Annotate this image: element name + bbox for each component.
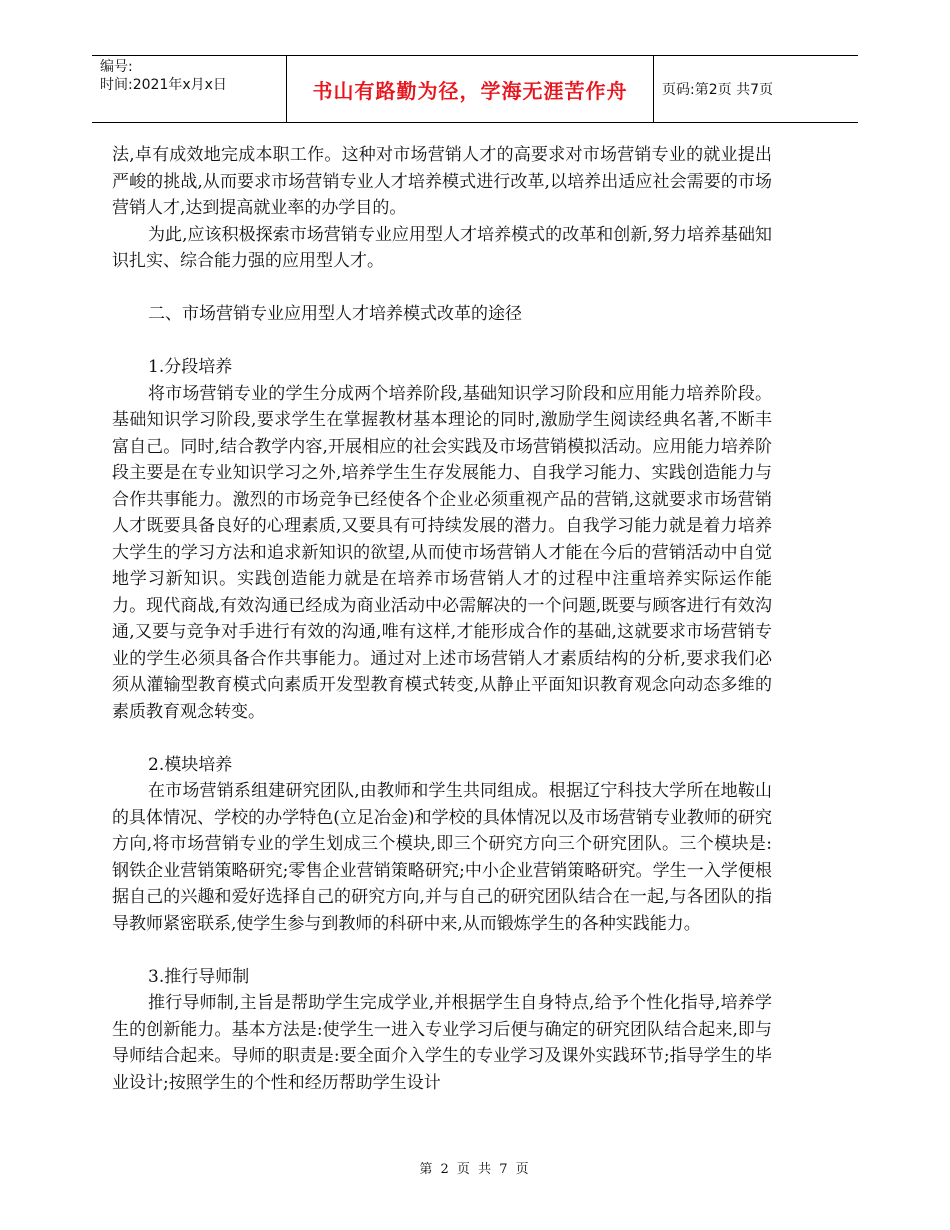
header-page-info: 页码:第2页 共7页 bbox=[662, 82, 773, 98]
doc-number: 编号: bbox=[100, 59, 133, 75]
header-motto: 书山有路勤为径，学海无涯苦作舟 bbox=[286, 56, 654, 122]
doc-time: 时间:2021年x月x日 bbox=[100, 77, 227, 93]
page-footer: 第 2 页 共 7 页 bbox=[419, 1162, 531, 1177]
document-header bbox=[92, 55, 858, 123]
paragraph: 将市场营销专业的学生分成两个培养阶段,基础知识学习阶段和应用能力培养阶段。基础知识学习阶段,要求学生在掌握教材基本理论的同时,激励学生阅读经典名著,不断丰富自己。同时,结合教学内容,开展相应的社会实践及市场营销模拟活动。应用能力培养阶段主要是在专业知识学习之外,培养学生生存发展能力、自我学习能力、实践创造能力与合作共事能力。激烈的市场竞争已经使各个企业必须重视产品的营销,这就要求市场营销人才既要具备良好的心理素质,又要具有可持续发展的潜力。自我学习能力就是着力培养大学生的学习方法和追求新知识的欲望,从而使市场营销人才能在今后的营销活动中自觉地学习新知识。实践创造能力就是在培养市场营销人才的过程中注重培养实际运作能力。现代商战,有效沟通已经成为商业活动中必需解决的一个问题,既要与顾客进行有效沟通,又要与竞争对手进行有效的沟通,唯有这样,才能形成合作的基础,这就要求市场营销专业的学生必须具备合作共事能力。通过对上述市场营销人才素质结构的分析,要求我们必须从灌输型教育模式向素质开发型教育模式转变,从静止平面知识教育观念向动态多维的素质教育观念转变。 bbox=[112, 383, 772, 722]
subsection-heading: 1.分段培养 bbox=[148, 357, 233, 377]
paragraph: 推行导师制,主旨是帮助学生完成学业,并根据学生自身特点,给予个性化指导,培养学生的创新能力。基本方法是:使学生一进入专业学习后便与确定的研究团队结合起来,即与导师结合起来。导师的职责是:要全面介入学生的专业学习及课外实践环节;指导学生的毕业设计;按照学生的个性和经历帮助学生设计 bbox=[112, 993, 772, 1093]
paragraph: 在市场营销系组建研究团队,由教师和学生共同组成。根据辽宁科技大学所在地鞍山的具体情况、学校的办学特色(立足冶金)和学校的具体情况以及市场营销专业教师的研究方向,将市场营销专业的学生划成三个模块,即三个研究方向三个研究团队。三个模块是:钢铁企业营销策略研究;零售企业营销策略研究;中小企业营销策略研究。学生一入学便根据自己的兴趣和爱好选择自己的研究方向,并与自己的研究团队结合在一起,与各团队的指导教师紧密联系,使学生参与到教师的科研中来,从而锻炼学生的各种实践能力。 bbox=[112, 781, 772, 934]
subsection-heading: 3.推行导师制 bbox=[148, 966, 250, 987]
document-body bbox=[112, 142, 772, 1096]
paragraph: 法,卓有成效地完成本职工作。这种对市场营销人才的高要求对市场营销专业的就业提出严峻的挑战,从而要求市场营销专业人才培养模式进行改革,以培养出适应社会需要的市场营销人才,达到提高就业率的办学目的。 bbox=[112, 145, 772, 218]
section-heading: 二、市场营销专业应用型人才培养模式改革的途径 bbox=[148, 304, 522, 324]
header-meta bbox=[92, 56, 286, 122]
paragraph: 为此,应该积极探索市场营销专业应用型人才培养模式的改革和创新,努力培养基础知识扎实、综合能力强的应用型人才。 bbox=[112, 224, 772, 271]
subsection-heading: 2.模块培养 bbox=[148, 754, 233, 775]
